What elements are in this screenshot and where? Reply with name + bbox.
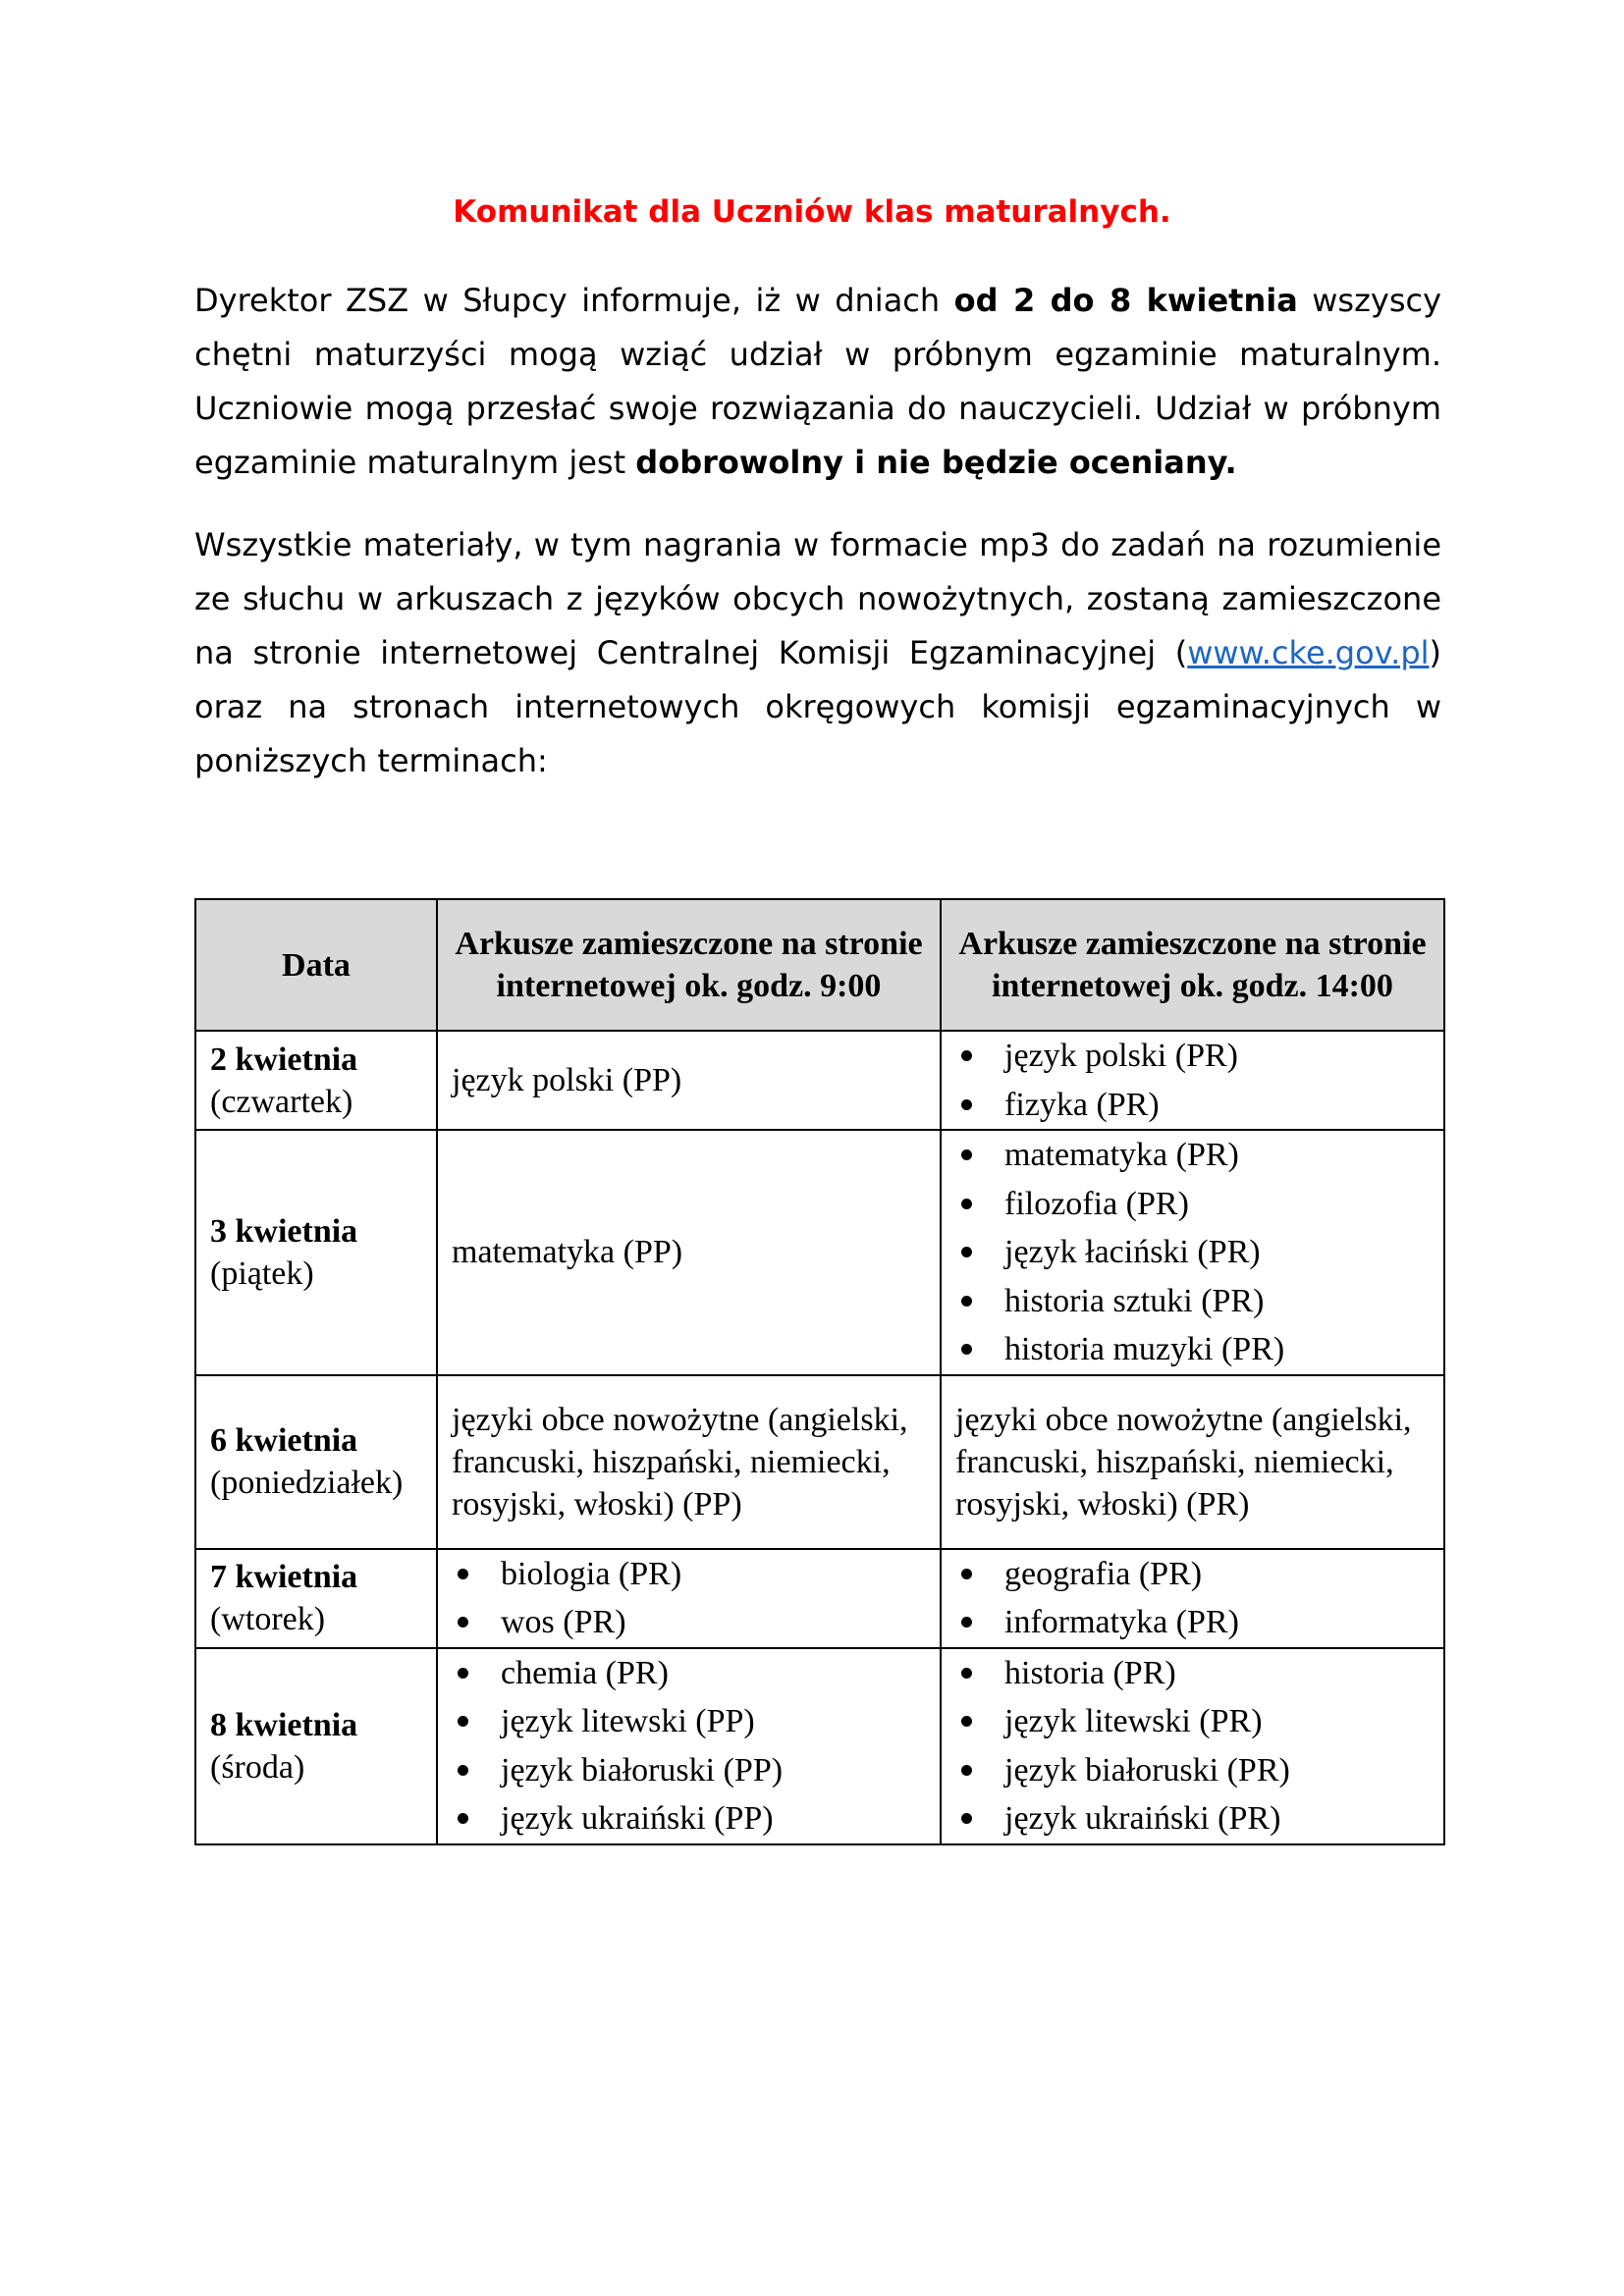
subject-item: historia (PR) (955, 1649, 1430, 1698)
materials-text-1: Wszystkie materiały, w tym nagrania w formacie mp3 do zadań na rozumienie ze słuchu w arkuszach z języków obcych nowożytnych, zostaną zamieszczone na stronie internetowej Centralnej Komisji Egzaminacyjnej ( (194, 526, 1441, 671)
subject-item: fizyka (PR) (955, 1081, 1430, 1130)
afternoon-cell (941, 1549, 1444, 1648)
subject-list (955, 1649, 1430, 1843)
subject-list (452, 1649, 926, 1843)
page-title: Komunikat dla Uczniów klas maturalnych. (453, 194, 1171, 230)
subject-item: język ukraiński (PP) (452, 1794, 926, 1843)
subject-item: język łaciński (PR) (955, 1228, 1430, 1277)
schedule-table (194, 898, 1445, 1845)
table-row (195, 1130, 1444, 1375)
afternoon-cell (941, 1031, 1444, 1130)
subject-item: język białoruski (PR) (955, 1746, 1430, 1795)
subject-list (955, 1550, 1430, 1647)
cke-link[interactable]: www.cke.gov.pl (1187, 634, 1430, 671)
subject-text: język polski (PP) (452, 1062, 682, 1098)
subject-item: geografia (PR) (955, 1550, 1430, 1599)
date-weekday: (wtorek) (210, 1601, 326, 1637)
date-day: 3 kwietnia (210, 1212, 358, 1250)
date-day: 7 kwietnia (210, 1559, 358, 1595)
subject-list (955, 1032, 1430, 1129)
subject-item: język polski (PR) (955, 1032, 1430, 1081)
date-cell (195, 1130, 437, 1375)
subject-text: języki obce nowożytne (angielski, francuski, hiszpański, niemiecki, rosyjski, włoski) (PP) (452, 1401, 908, 1522)
subject-text: matematyka (PP) (452, 1234, 683, 1271)
header-date: Data (195, 899, 437, 1031)
date-weekday: (czwartek) (210, 1083, 353, 1120)
table-row (195, 1375, 1444, 1549)
materials-paragraph (194, 518, 1441, 788)
subject-list (955, 1131, 1430, 1374)
afternoon-cell (941, 1648, 1444, 1844)
subject-item: biologia (PR) (452, 1550, 926, 1599)
afternoon-cell (941, 1375, 1444, 1549)
table-row (195, 1549, 1444, 1648)
date-cell (195, 1375, 437, 1549)
table-row (195, 1648, 1444, 1844)
date-cell (195, 1031, 437, 1130)
afternoon-cell (941, 1130, 1444, 1375)
date-day: 2 kwietnia (210, 1041, 358, 1078)
header-morning: Arkusze zamieszczone na stronie internetowej ok. godz. 9:00 (437, 899, 941, 1031)
subject-item: historia muzyki (PR) (955, 1325, 1430, 1374)
morning-cell (437, 1648, 941, 1844)
morning-cell (437, 1375, 941, 1549)
intro-voluntary: dobrowolny i nie będzie oceniany. (635, 444, 1237, 481)
table-row (195, 1031, 1444, 1130)
materials-text-2: ) oraz na stronach internetowych okręgowych komisji egzaminacyjnych w poniższych terminach: (194, 634, 1441, 779)
date-cell (195, 1549, 437, 1648)
morning-cell (437, 1130, 941, 1375)
subject-item: język ukraiński (PR) (955, 1794, 1430, 1843)
intro-dates: od 2 do 8 kwietnia (953, 282, 1298, 319)
intro-text-1: Dyrektor ZSZ w Słupcy informuje, iż w dniach (194, 282, 954, 319)
intro-text-2: wszyscy chętni maturzyści mogą wziąć udział w próbnym egzaminie maturalnym. Uczniowie mogą przesłać swoje rozwiązania do nauczycieli. Udział w próbnym egzaminie maturalnym jest (194, 282, 1442, 481)
date-weekday: (piątek) (210, 1255, 314, 1292)
date-weekday: (środa) (210, 1748, 305, 1786)
subject-item: chemia (PR) (452, 1649, 926, 1698)
subject-list (452, 1550, 926, 1647)
subject-item: język białoruski (PP) (452, 1746, 926, 1795)
date-day: 8 kwietnia (210, 1706, 358, 1743)
date-day: 6 kwietnia (210, 1422, 358, 1459)
morning-cell (437, 1031, 941, 1130)
subject-text: języki obce nowożytne (angielski, francuski, hiszpański, niemiecki, rosyjski, włoski) (PR) (955, 1401, 1412, 1522)
intro-paragraph (194, 274, 1441, 490)
subject-item: język litewski (PP) (452, 1697, 926, 1746)
header-afternoon: Arkusze zamieszczone na stronie internetowej ok. godz. 14:00 (941, 899, 1444, 1031)
subject-item: informatyka (PR) (955, 1598, 1430, 1647)
date-weekday: (poniedziałek) (210, 1465, 404, 1501)
subject-item: filozofia (PR) (955, 1180, 1430, 1229)
table-header-row (195, 899, 1444, 1031)
subject-item: matematyka (PR) (955, 1131, 1430, 1180)
subject-item: historia sztuki (PR) (955, 1277, 1430, 1326)
date-cell (195, 1648, 437, 1844)
subject-item: wos (PR) (452, 1598, 926, 1647)
subject-item: język litewski (PR) (955, 1697, 1430, 1746)
morning-cell (437, 1549, 941, 1648)
